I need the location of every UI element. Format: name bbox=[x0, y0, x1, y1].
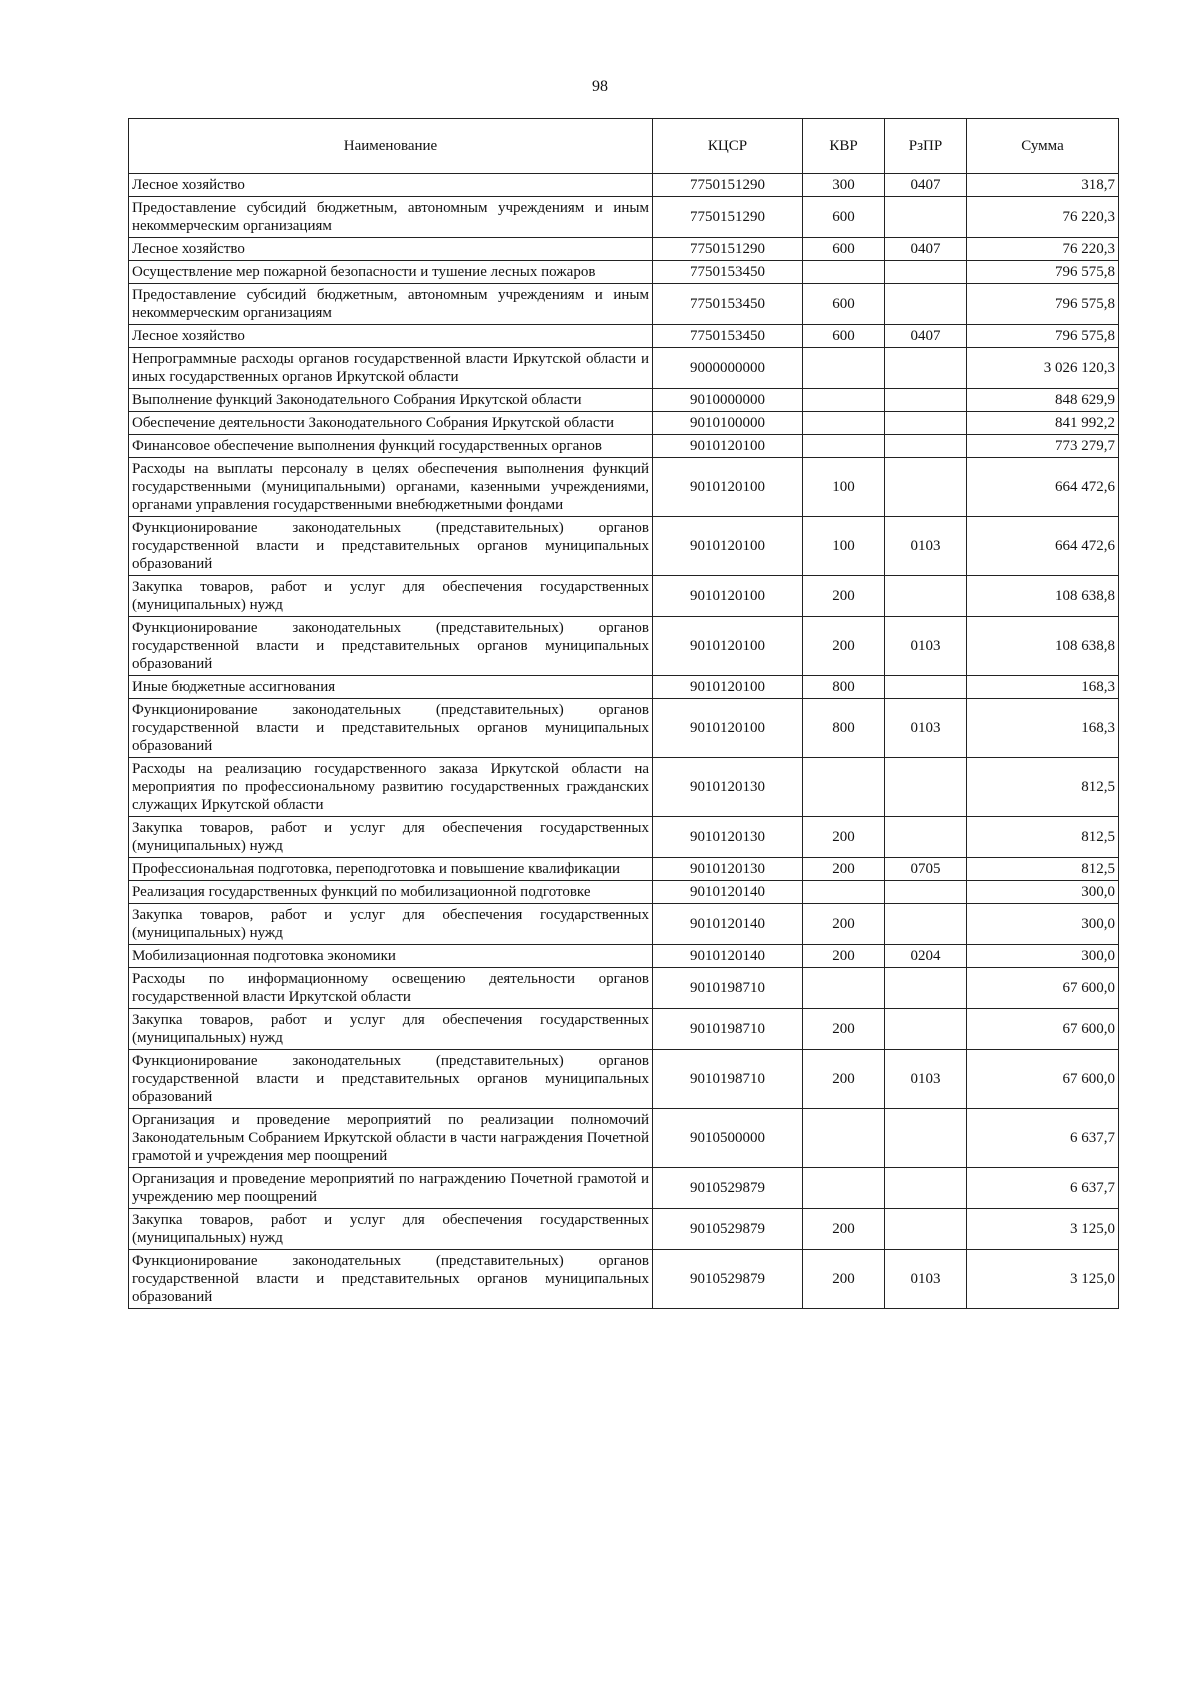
row-kvr: 300 bbox=[803, 174, 885, 197]
row-kcsr: 7750153450 bbox=[653, 261, 803, 284]
row-sum: 6 637,7 bbox=[967, 1168, 1119, 1209]
header-sum: Сумма bbox=[967, 119, 1119, 174]
table-row bbox=[129, 1050, 1119, 1109]
row-kvr bbox=[803, 968, 885, 1009]
budget-table bbox=[128, 118, 1119, 1309]
row-sum: 168,3 bbox=[967, 699, 1119, 758]
row-rzpr bbox=[885, 576, 967, 617]
row-name: Выполнение функций Законодательного Собрания Иркутской области bbox=[129, 389, 653, 412]
header-kcsr: КЦСР bbox=[653, 119, 803, 174]
table-row bbox=[129, 945, 1119, 968]
row-kvr: 800 bbox=[803, 699, 885, 758]
row-rzpr bbox=[885, 1209, 967, 1250]
row-sum: 664 472,6 bbox=[967, 517, 1119, 576]
row-rzpr bbox=[885, 261, 967, 284]
row-kcsr: 7750153450 bbox=[653, 325, 803, 348]
row-sum: 3 125,0 bbox=[967, 1209, 1119, 1250]
row-rzpr bbox=[885, 881, 967, 904]
row-sum: 3 026 120,3 bbox=[967, 348, 1119, 389]
row-name: Лесное хозяйство bbox=[129, 238, 653, 261]
row-sum: 168,3 bbox=[967, 676, 1119, 699]
table-row bbox=[129, 968, 1119, 1009]
row-rzpr bbox=[885, 389, 967, 412]
table-row bbox=[129, 1109, 1119, 1168]
row-kvr: 200 bbox=[803, 617, 885, 676]
header-rzpr: РзПР bbox=[885, 119, 967, 174]
row-kvr: 200 bbox=[803, 1209, 885, 1250]
row-kcsr: 9010120140 bbox=[653, 881, 803, 904]
row-kvr: 100 bbox=[803, 517, 885, 576]
table-row bbox=[129, 197, 1119, 238]
row-sum: 773 279,7 bbox=[967, 435, 1119, 458]
row-kvr: 600 bbox=[803, 238, 885, 261]
row-sum: 796 575,8 bbox=[967, 284, 1119, 325]
row-kcsr: 9010120100 bbox=[653, 435, 803, 458]
table-row bbox=[129, 261, 1119, 284]
table-row bbox=[129, 238, 1119, 261]
row-kcsr: 9010198710 bbox=[653, 1009, 803, 1050]
row-name: Мобилизационная подготовка экономики bbox=[129, 945, 653, 968]
row-rzpr bbox=[885, 817, 967, 858]
table-row bbox=[129, 325, 1119, 348]
table-row bbox=[129, 458, 1119, 517]
row-name: Организация и проведение мероприятий по реализации полномочий Законодательным Собранием Иркутской области в части награждения Почетной грамотой и учреждения мер поощрений bbox=[129, 1109, 653, 1168]
row-name: Лесное хозяйство bbox=[129, 325, 653, 348]
row-rzpr: 0407 bbox=[885, 325, 967, 348]
table-row bbox=[129, 576, 1119, 617]
row-sum: 67 600,0 bbox=[967, 1050, 1119, 1109]
row-kcsr: 9010198710 bbox=[653, 1050, 803, 1109]
row-rzpr bbox=[885, 1168, 967, 1209]
table-row bbox=[129, 517, 1119, 576]
row-sum: 812,5 bbox=[967, 817, 1119, 858]
table-row bbox=[129, 676, 1119, 699]
row-name: Финансовое обеспечение выполнения функций государственных органов bbox=[129, 435, 653, 458]
row-kcsr: 9010500000 bbox=[653, 1109, 803, 1168]
row-kvr bbox=[803, 412, 885, 435]
row-name: Функционирование законодательных (представительных) органов государственной власти и представительных органов муниципальных образований bbox=[129, 699, 653, 758]
table-row bbox=[129, 284, 1119, 325]
row-kvr: 200 bbox=[803, 858, 885, 881]
row-sum: 108 638,8 bbox=[967, 617, 1119, 676]
row-name: Осуществление мер пожарной безопасности и тушение лесных пожаров bbox=[129, 261, 653, 284]
row-kcsr: 9010120130 bbox=[653, 858, 803, 881]
row-sum: 318,7 bbox=[967, 174, 1119, 197]
table-body bbox=[129, 174, 1119, 1309]
table-row bbox=[129, 1168, 1119, 1209]
row-kvr bbox=[803, 348, 885, 389]
row-kvr: 200 bbox=[803, 945, 885, 968]
row-rzpr bbox=[885, 968, 967, 1009]
row-kcsr: 9000000000 bbox=[653, 348, 803, 389]
row-sum: 812,5 bbox=[967, 858, 1119, 881]
row-name: Предоставление субсидий бюджетным, автономным учреждениям и иным некоммерческим организациям bbox=[129, 197, 653, 238]
row-name: Закупка товаров, работ и услуг для обеспечения государственных (муниципальных) нужд bbox=[129, 576, 653, 617]
row-rzpr: 0407 bbox=[885, 238, 967, 261]
row-rzpr: 0103 bbox=[885, 1250, 967, 1309]
row-name: Расходы по информационному освещению деятельности органов государственной власти Иркутской области bbox=[129, 968, 653, 1009]
row-rzpr bbox=[885, 458, 967, 517]
row-name: Функционирование законодательных (представительных) органов государственной власти и представительных органов муниципальных образований bbox=[129, 517, 653, 576]
row-kvr: 200 bbox=[803, 1009, 885, 1050]
row-kvr bbox=[803, 881, 885, 904]
row-kcsr: 7750151290 bbox=[653, 197, 803, 238]
row-name: Функционирование законодательных (представительных) органов государственной власти и представительных органов муниципальных образований bbox=[129, 1250, 653, 1309]
table-row bbox=[129, 817, 1119, 858]
row-kcsr: 9010120100 bbox=[653, 458, 803, 517]
row-kcsr: 9010120100 bbox=[653, 617, 803, 676]
row-kcsr: 9010529879 bbox=[653, 1250, 803, 1309]
row-rzpr: 0407 bbox=[885, 174, 967, 197]
row-rzpr: 0103 bbox=[885, 699, 967, 758]
row-kvr: 600 bbox=[803, 284, 885, 325]
row-rzpr bbox=[885, 904, 967, 945]
table-row bbox=[129, 412, 1119, 435]
row-name: Предоставление субсидий бюджетным, автономным учреждениям и иным некоммерческим организациям bbox=[129, 284, 653, 325]
table-row bbox=[129, 881, 1119, 904]
row-kvr: 600 bbox=[803, 197, 885, 238]
row-name: Реализация государственных функций по мобилизационной подготовке bbox=[129, 881, 653, 904]
row-kcsr: 9010000000 bbox=[653, 389, 803, 412]
row-sum: 67 600,0 bbox=[967, 1009, 1119, 1050]
row-kvr bbox=[803, 389, 885, 412]
row-kcsr: 9010120100 bbox=[653, 517, 803, 576]
row-kvr bbox=[803, 261, 885, 284]
row-rzpr: 0204 bbox=[885, 945, 967, 968]
row-sum: 841 992,2 bbox=[967, 412, 1119, 435]
row-sum: 812,5 bbox=[967, 758, 1119, 817]
row-name: Расходы на выплаты персоналу в целях обеспечения выполнения функций государственными (муниципальными) органами, казенными учреждениями, органами управления государственными внебюджетными фондами bbox=[129, 458, 653, 517]
row-kvr bbox=[803, 758, 885, 817]
row-name: Иные бюджетные ассигнования bbox=[129, 676, 653, 699]
row-rzpr bbox=[885, 197, 967, 238]
header-name: Наименование bbox=[129, 119, 653, 174]
table-row bbox=[129, 348, 1119, 389]
row-name: Обеспечение деятельности Законодательного Собрания Иркутской области bbox=[129, 412, 653, 435]
row-name: Закупка товаров, работ и услуг для обеспечения государственных (муниципальных) нужд bbox=[129, 817, 653, 858]
row-kvr: 200 bbox=[803, 576, 885, 617]
table-row bbox=[129, 858, 1119, 881]
table-row bbox=[129, 1209, 1119, 1250]
row-rzpr bbox=[885, 284, 967, 325]
row-kcsr: 9010120100 bbox=[653, 676, 803, 699]
row-name: Закупка товаров, работ и услуг для обеспечения государственных (муниципальных) нужд bbox=[129, 904, 653, 945]
row-sum: 300,0 bbox=[967, 945, 1119, 968]
row-name: Профессиональная подготовка, переподготовка и повышение квалификации bbox=[129, 858, 653, 881]
row-sum: 300,0 bbox=[967, 904, 1119, 945]
row-kcsr: 9010100000 bbox=[653, 412, 803, 435]
row-kcsr: 9010198710 bbox=[653, 968, 803, 1009]
row-name: Непрограммные расходы органов государственной власти Иркутской области и иных государственных органов Иркутской области bbox=[129, 348, 653, 389]
row-sum: 76 220,3 bbox=[967, 197, 1119, 238]
table-row bbox=[129, 1009, 1119, 1050]
row-kvr: 200 bbox=[803, 817, 885, 858]
row-name: Функционирование законодательных (представительных) органов государственной власти и представительных органов муниципальных образований bbox=[129, 1050, 653, 1109]
row-kvr: 800 bbox=[803, 676, 885, 699]
row-rzpr: 0103 bbox=[885, 517, 967, 576]
row-sum: 6 637,7 bbox=[967, 1109, 1119, 1168]
row-rzpr: 0103 bbox=[885, 617, 967, 676]
row-kvr bbox=[803, 1168, 885, 1209]
table-row bbox=[129, 1250, 1119, 1309]
table-row bbox=[129, 435, 1119, 458]
table-row bbox=[129, 758, 1119, 817]
row-kcsr: 9010120140 bbox=[653, 945, 803, 968]
row-rzpr bbox=[885, 676, 967, 699]
table-row bbox=[129, 699, 1119, 758]
row-rzpr bbox=[885, 1109, 967, 1168]
row-kvr: 600 bbox=[803, 325, 885, 348]
row-kcsr: 9010120130 bbox=[653, 817, 803, 858]
row-kcsr: 7750151290 bbox=[653, 238, 803, 261]
row-rzpr: 0103 bbox=[885, 1050, 967, 1109]
row-name: Закупка товаров, работ и услуг для обеспечения государственных (муниципальных) нужд bbox=[129, 1209, 653, 1250]
row-kvr: 200 bbox=[803, 1250, 885, 1309]
row-kvr bbox=[803, 435, 885, 458]
row-sum: 76 220,3 bbox=[967, 238, 1119, 261]
row-sum: 300,0 bbox=[967, 881, 1119, 904]
row-rzpr bbox=[885, 412, 967, 435]
row-name: Лесное хозяйство bbox=[129, 174, 653, 197]
row-kvr: 100 bbox=[803, 458, 885, 517]
header-kvr: КВР bbox=[803, 119, 885, 174]
table-row bbox=[129, 904, 1119, 945]
row-rzpr bbox=[885, 435, 967, 458]
row-rzpr bbox=[885, 1009, 967, 1050]
row-sum: 796 575,8 bbox=[967, 261, 1119, 284]
table-header-row bbox=[129, 119, 1119, 174]
row-name: Организация и проведение мероприятий по награждению Почетной грамотой и учреждению мер поощрений bbox=[129, 1168, 653, 1209]
row-kcsr: 9010120140 bbox=[653, 904, 803, 945]
row-rzpr: 0705 bbox=[885, 858, 967, 881]
row-kcsr: 7750151290 bbox=[653, 174, 803, 197]
row-kvr: 200 bbox=[803, 904, 885, 945]
row-kcsr: 7750153450 bbox=[653, 284, 803, 325]
row-sum: 796 575,8 bbox=[967, 325, 1119, 348]
row-kvr: 200 bbox=[803, 1050, 885, 1109]
row-sum: 3 125,0 bbox=[967, 1250, 1119, 1309]
row-kcsr: 9010120100 bbox=[653, 576, 803, 617]
row-sum: 848 629,9 bbox=[967, 389, 1119, 412]
page-number: 98 bbox=[592, 78, 608, 95]
row-name: Функционирование законодательных (представительных) органов государственной власти и представительных органов муниципальных образований bbox=[129, 617, 653, 676]
row-rzpr bbox=[885, 758, 967, 817]
row-kcsr: 9010529879 bbox=[653, 1209, 803, 1250]
row-name: Расходы на реализацию государственного заказа Иркутской области на мероприятия по профессиональному развитию государственных гражданских служащих Иркутской области bbox=[129, 758, 653, 817]
row-sum: 664 472,6 bbox=[967, 458, 1119, 517]
row-name: Закупка товаров, работ и услуг для обеспечения государственных (муниципальных) нужд bbox=[129, 1009, 653, 1050]
table-row bbox=[129, 174, 1119, 197]
row-kvr bbox=[803, 1109, 885, 1168]
table-row bbox=[129, 617, 1119, 676]
row-kcsr: 9010120130 bbox=[653, 758, 803, 817]
row-kcsr: 9010529879 bbox=[653, 1168, 803, 1209]
row-kcsr: 9010120100 bbox=[653, 699, 803, 758]
row-sum: 67 600,0 bbox=[967, 968, 1119, 1009]
row-rzpr bbox=[885, 348, 967, 389]
row-sum: 108 638,8 bbox=[967, 576, 1119, 617]
table-row bbox=[129, 389, 1119, 412]
